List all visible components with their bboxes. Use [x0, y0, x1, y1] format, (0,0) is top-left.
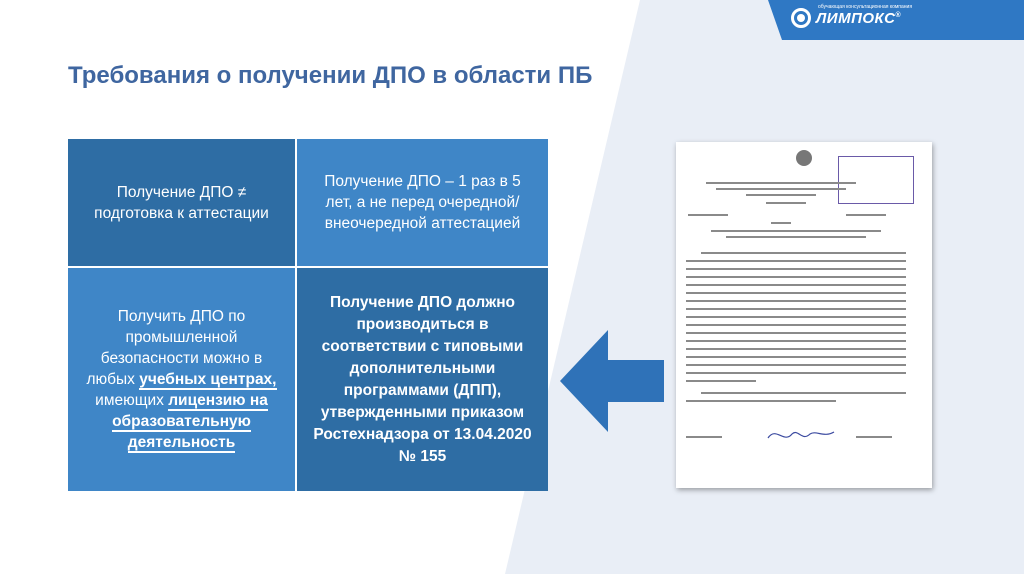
page-title: Требования о получении ДПО в области ПБ	[68, 62, 593, 89]
order-document-icon	[676, 142, 932, 488]
highlight-license: лицензию на образовательную деятельность	[112, 392, 268, 451]
highlight-training-centers: учебных центрах,	[139, 371, 277, 388]
logo-icon	[791, 8, 811, 28]
arrow-left-icon	[560, 330, 664, 432]
cell-bottom-left	[68, 268, 295, 491]
logo-tagline: обучающая консультационная компания	[818, 4, 913, 10]
requirements-grid	[68, 139, 548, 491]
signature-icon	[766, 424, 836, 446]
text-part: Получить ДПО по промышленной безопасности можно в любых	[86, 308, 263, 388]
logo-name: ЛИМПОКС®	[816, 10, 902, 27]
stamp-icon	[838, 156, 914, 204]
text-part: имеющих	[95, 392, 169, 409]
cell-bottom-right: Получение ДПО должно производиться в соответствии с типовыми дополнительными программами (ДПП), утвержденными приказом Ростехнадзора от 13.04.2020 № 155	[297, 268, 548, 491]
cell-top-left: Получение ДПО ≠ подготовка к аттестации	[68, 139, 295, 266]
emblem-icon	[796, 150, 812, 166]
cell-top-right: Получение ДПО – 1 раз в 5 лет, а не перед очередной/внеочередной аттестацией	[297, 139, 548, 266]
